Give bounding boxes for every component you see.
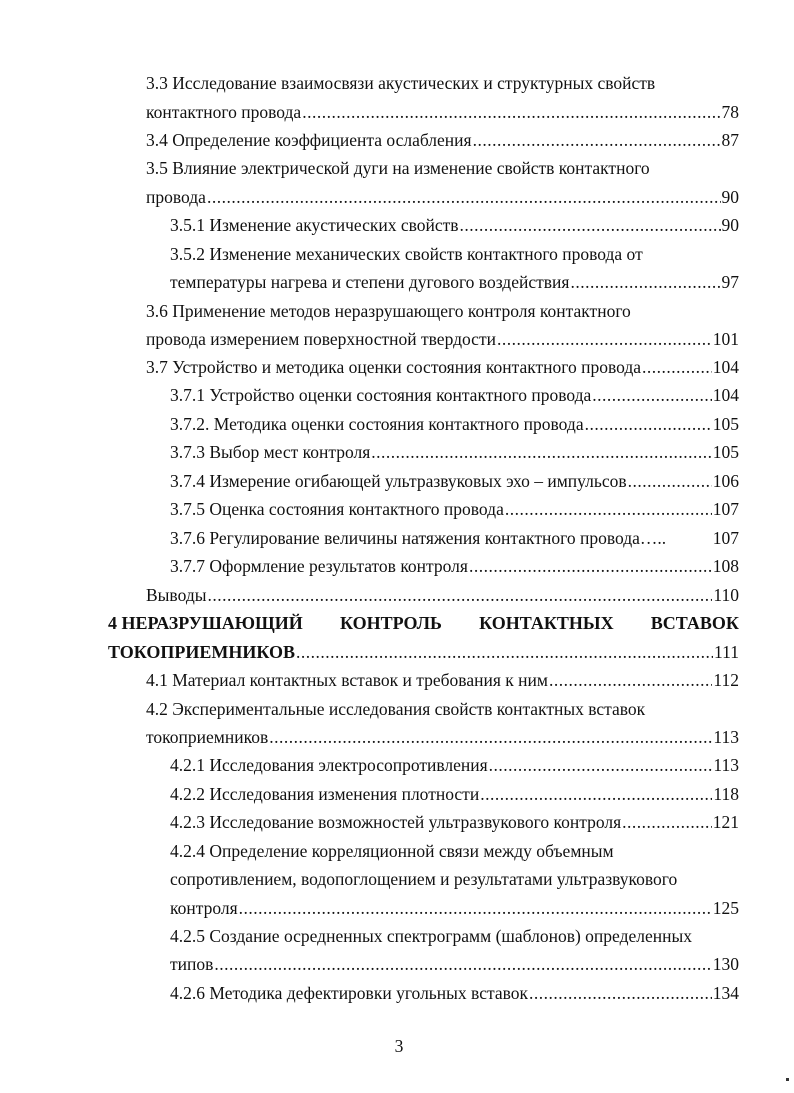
toc-page-number: 101	[712, 329, 739, 349]
toc-entry-line	[146, 100, 739, 124]
toc-entry-title: 3.7.1 Устройство оценки состояния контактного провода	[170, 385, 592, 405]
toc-page-number: 108	[712, 556, 739, 576]
toc-entry-text: сопротивлением, водопоглощением и результатами ультразвукового	[170, 869, 678, 889]
toc-entry-title: 3.7.3 Выбор мест контроля	[170, 442, 371, 462]
toc-entry-title: токоприемников	[146, 727, 269, 747]
dot-leader	[622, 810, 712, 834]
dot-leader	[628, 469, 712, 493]
dot-leader	[302, 100, 720, 124]
toc-entry-line	[170, 526, 739, 550]
dot-leader	[570, 270, 720, 294]
toc-entry-line	[170, 213, 739, 237]
dot-leader	[296, 640, 713, 664]
toc-page-number: 105	[712, 442, 739, 462]
toc-page-number: 106	[712, 471, 739, 491]
toc-entry-line	[170, 440, 739, 464]
toc-page-number: 125	[712, 898, 739, 918]
dot-leader	[529, 981, 712, 1005]
toc-entry-line	[146, 128, 739, 152]
toc-entry-line	[170, 270, 739, 294]
toc-entry-title: 3.7.6 Регулирование величины натяжения контактного провода…..	[170, 528, 667, 548]
toc-entry-line	[170, 383, 739, 407]
toc-entry-text: 4.2.5 Создание осредненных спектрограмм (шаблонов) определенных	[170, 926, 692, 946]
toc-entry-line	[170, 896, 739, 920]
toc-entry-line	[170, 497, 739, 521]
toc-entry-text: 3.5.2 Изменение механических свойств контактного провода от	[170, 244, 643, 264]
toc-entry-title: 4.2.1 Исследования электросопротивления	[170, 755, 488, 775]
toc-page-number: 90	[721, 187, 739, 207]
dot-leader	[469, 554, 712, 578]
chapter-heading-title: ТОКОПРИЕМНИКОВ	[108, 642, 295, 662]
chapter-heading-word: ВСТАВОК	[650, 613, 739, 633]
dot-leader	[371, 440, 711, 464]
toc-entry-title: типов	[170, 954, 214, 974]
toc-entry-line	[170, 412, 739, 436]
toc-page-number: 111	[714, 642, 739, 662]
dot-leader	[214, 952, 711, 976]
toc-entry-line	[170, 981, 739, 1005]
toc-entry-line	[146, 327, 739, 351]
toc-entry-line	[146, 355, 739, 379]
toc-entry-title: 3.7.7 Оформление результатов контроля	[170, 556, 468, 576]
toc-page-number: 130	[712, 954, 739, 974]
toc-entry-title: температуры нагрева и степени дугового воздействия	[170, 272, 570, 292]
toc-page-number: 121	[712, 812, 739, 832]
toc-entry-title: 3.4 Определение коэффициента ослабления	[146, 130, 472, 150]
dot-leader	[207, 583, 712, 607]
toc-entry-line	[170, 554, 739, 578]
chapter-heading-word: 4 НЕРАЗРУШАЮЩИЙ	[108, 613, 303, 633]
toc-entry-line	[170, 810, 739, 834]
toc-entry-title: контроля	[170, 898, 238, 918]
toc-page-number: 107	[712, 528, 739, 548]
toc-page-number: 110	[713, 585, 739, 605]
toc-page-number: 105	[712, 414, 739, 434]
toc-entry-text: 4.2 Экспериментальные исследования свойств контактных вставок	[146, 699, 646, 719]
toc-page-number: 113	[713, 755, 739, 775]
toc-entry-text: 4.2.4 Определение корреляционной связи между объемным	[170, 841, 614, 861]
dot-leader	[207, 185, 721, 209]
toc-entry-line	[170, 952, 739, 976]
toc-entry-line	[108, 640, 739, 664]
chapter-heading-word: КОНТАКТНЫХ	[479, 613, 614, 633]
toc-page-number: 104	[712, 385, 739, 405]
toc-page-number: 118	[713, 784, 739, 804]
chapter-heading-word: КОНТРОЛЬ	[340, 613, 442, 633]
toc-entry-title: Выводы	[146, 585, 207, 605]
toc-entry-title: 4.2.6 Методика дефектировки угольных вставок	[170, 983, 528, 1003]
toc-entry-title: провода измерением поверхностной твердости	[146, 329, 496, 349]
toc-entry-line	[170, 782, 739, 806]
toc-page-number: 90	[721, 215, 739, 235]
dot-leader	[642, 355, 712, 379]
toc-entry-title: 3.5.1 Изменение акустических свойств	[170, 215, 459, 235]
chapter-heading-line	[108, 611, 739, 635]
toc-page-number: 107	[712, 499, 739, 519]
dot-leader	[489, 753, 713, 777]
toc-entry-line	[146, 668, 739, 692]
toc-entry-line	[146, 725, 739, 749]
toc-entry-title: 4.1 Материал контактных вставок и требования к ним	[146, 670, 548, 690]
toc-entry-line	[146, 185, 739, 209]
dot-leader	[473, 128, 721, 152]
toc-page-number: 78	[721, 102, 739, 122]
toc-entry-title: 3.7.2. Методика оценки состояния контактного провода	[170, 414, 584, 434]
toc-entry-title: 4.2.3 Исследование возможностей ультразвукового контроля	[170, 812, 622, 832]
dot-leader	[592, 383, 711, 407]
scan-artifact	[786, 1078, 789, 1081]
toc-entry-text: 3.5 Влияние электрической дуги на изменение свойств контактного	[146, 158, 650, 178]
dot-leader	[480, 782, 712, 806]
toc-page-number: 112	[713, 670, 739, 690]
toc-entry-title: контактного провода	[146, 102, 302, 122]
dot-leader	[497, 327, 712, 351]
toc-page-number: 134	[712, 983, 739, 1003]
toc-page-number: 104	[712, 357, 739, 377]
toc-entry-text: 3.3 Исследование взаимосвязи акустических и структурных свойств	[146, 73, 656, 93]
dot-leader	[549, 668, 712, 692]
toc-entry-line	[170, 753, 739, 777]
dot-leader	[460, 213, 721, 237]
toc-page-number: 113	[713, 727, 739, 747]
dot-leader	[239, 896, 712, 920]
toc-entry-title: 4.2.2 Исследования изменения плотности	[170, 784, 480, 804]
toc-entry-line	[146, 583, 739, 607]
toc-entry-line	[170, 469, 739, 493]
toc-entry-title: провода	[146, 187, 206, 207]
toc-entry-title: 3.7 Устройство и методика оценки состояния контактного провода	[146, 357, 642, 377]
toc-entry-text: 3.6 Применение методов неразрушающего контроля контактного	[146, 301, 631, 321]
toc-entry-title: 3.7.4 Измерение огибающей ультразвуковых эхо – импульсов	[170, 471, 627, 491]
dot-leader	[585, 412, 712, 436]
page-number: 3	[394, 1036, 404, 1056]
toc-entry-title: 3.7.5 Оценка состояния контактного провода	[170, 499, 504, 519]
dot-leader	[505, 497, 712, 521]
toc-page-number: 97	[721, 272, 739, 292]
toc-page-number: 87	[721, 130, 739, 150]
dot-leader	[269, 725, 712, 749]
